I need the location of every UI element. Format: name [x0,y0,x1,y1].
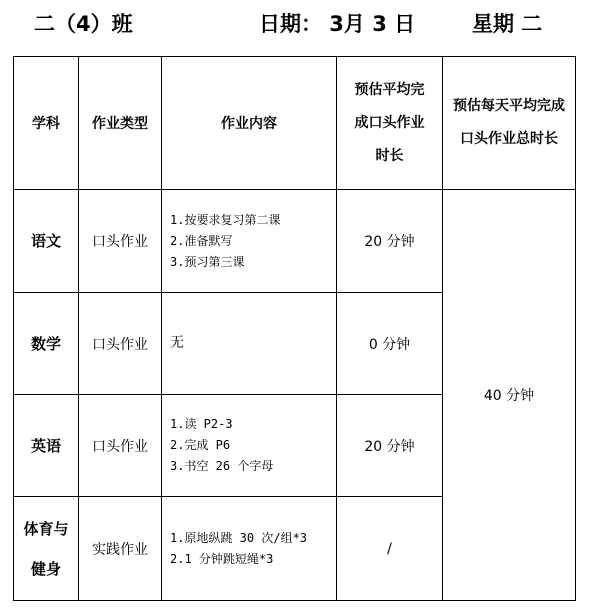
subject-cell [14,395,79,497]
header-daily-total-time [443,57,576,190]
date-label: 日期： 3月 3 日 [259,12,416,36]
content-item: 1.读 P2-3 [170,417,233,431]
content-cell [162,190,337,293]
header-content: 作业内容 [162,57,337,190]
content-item: 1.原地纵跳 30 次/组*3 [170,530,308,545]
duration-cell: / [337,497,443,601]
header-type: 作业类型 [79,57,162,190]
page-header [0,0,592,50]
content-item: 2.准备默写 [170,233,233,248]
content-cell [162,395,337,497]
content-cell [162,497,337,601]
class-label: 二（4）班 [34,12,133,36]
weekday-label: 星期 二 [472,12,543,36]
content-item: 无 [170,335,184,351]
header-per-subject-time-line-2: 成口头作业 [354,114,425,131]
type-cell: 口头作业 [79,190,162,293]
duration-cell: 0 分钟 [337,293,443,395]
content-item: 3.预习第三课 [170,254,245,269]
duration-cell: 20 分钟 [337,395,443,497]
subject-name: 语文 [30,232,61,250]
subject-cell [14,497,79,601]
content-item: 2.完成 P6 [170,438,231,452]
subject-name-line-1: 体育与 [23,519,69,538]
table-row [14,190,576,293]
type-cell: 实践作业 [79,497,162,601]
content-cell [162,293,337,395]
header-per-subject-time-line-3: 时长 [375,147,404,164]
content-item: 2.1 分钟跳短绳*3 [170,551,274,566]
content-item: 3.书空 26 个字母 [170,459,274,473]
subject-name: 英语 [30,436,61,455]
header-per-subject-time-line-1: 预估平均完 [354,81,425,98]
subject-cell [14,293,79,395]
homework-table [13,56,576,601]
header-daily-total-line-2: 口头作业总时长 [460,131,558,147]
duration-cell: 20 分钟 [337,190,443,293]
content-item: 1.按要求复习第二课 [170,212,281,227]
subject-name-line-2: 健身 [30,559,61,578]
subject-cell [14,190,79,293]
daily-total-cell: 40 分钟 [443,190,576,601]
header-row [14,57,576,190]
header-daily-total-line-1: 预估每天平均完成 [453,98,565,114]
subject-name: 数学 [30,334,61,353]
type-cell: 口头作业 [79,293,162,395]
header-per-subject-time [337,57,443,190]
type-cell: 口头作业 [79,395,162,497]
header-subject: 学科 [14,57,79,190]
